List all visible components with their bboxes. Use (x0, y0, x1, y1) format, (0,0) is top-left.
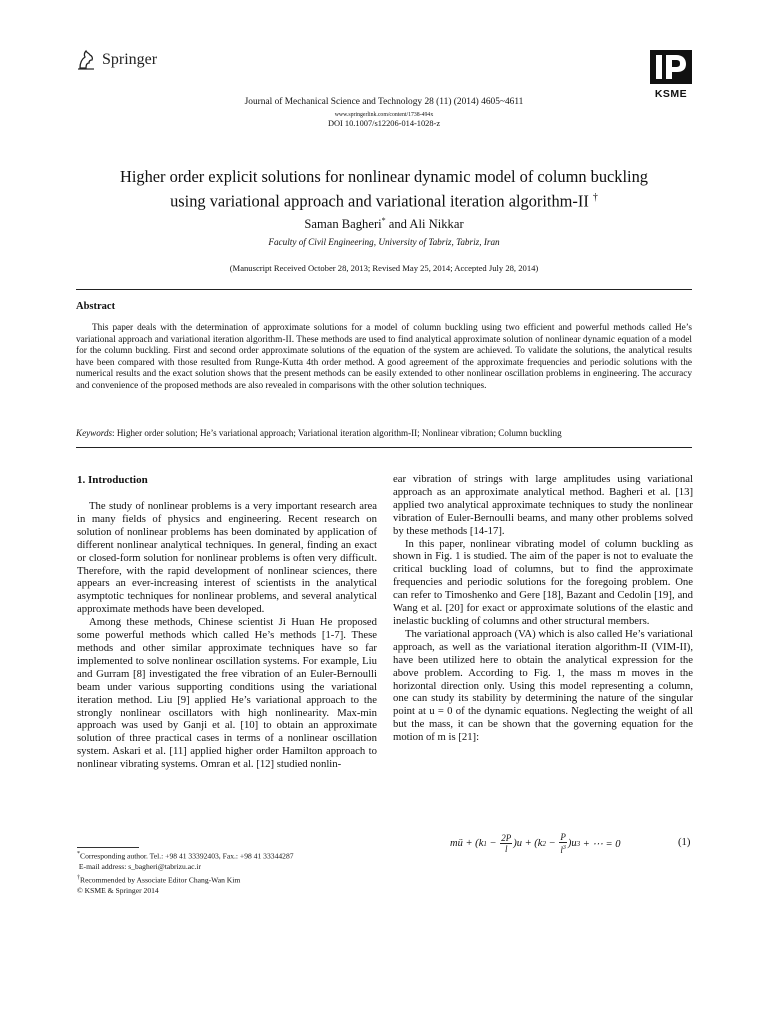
footnote-rule (77, 847, 139, 848)
title-line-2-text: using variational approach and variational iteration algorithm-II (170, 191, 589, 211)
author-1: Saman Bagheri (304, 217, 382, 232)
springer-name: Springer (102, 51, 158, 68)
footnote-corresponding: *Corresponding author. Tel.: +98 41 33392403, Fax.: +98 41 33344287 (77, 851, 294, 861)
right-column (393, 473, 693, 744)
keywords-list: : Higher order solution; He’s variational approach; Variational iteration algorithm-II; Nonlinear vibration; Column buckling (112, 428, 562, 438)
paragraph: Among these methods, Chinese scientist Ji Huan He proposed some powerful methods which called He’s methods [1-7]. These methods and other similar approximate techniques have so far implemented to solve nonlinear oscillation systems. For example, Liu and Gurram [8] investigated the free vibration of an Euler-Bernoulli beam under various supporting conditions using the variational iteration method. Liu [9] applied He’s variational approach to the strongly nonlinear oscillators with high nonlinearity. Max-min approach was used by Ganji et al. [10] to obtain an approximate solution of three practical cases in terms of a nonlinear oscillation system. Askari et al. [11] applied higher order Hamilton approach to nonlinear vibrating systems. Omran et al. [12] studied nonlin- (77, 616, 377, 771)
web-link[interactable]: www.springerlink.com/content/1738-494x (334, 112, 434, 118)
doi[interactable]: DOI 10.1007/s12206-014-1028-z (327, 119, 441, 128)
keywords (76, 428, 692, 438)
top-rule (76, 289, 692, 290)
equation-number: (1) (678, 836, 691, 848)
paragraph: In this paper, nonlinear vibrating model of column buckling as shown in Fig. 1 is studied. The aim of the paper is not to evaluate the critical buckling load of columns, but to find the approximate frequencies and periodic solutions for the foregoing problem. One can refer to Timoshenko and Gere [18], Bazant and Cedolin [19], and Wang et al. [20] for exact or approximate solutions of the elastic and inelastic buckling of columns and other structural members. (393, 537, 693, 627)
journal-citation: Journal of Mechanical Science and Technology 28 (11) (2014) 4605~4611 (244, 97, 524, 107)
footnote-copyright: © KSME & Springer 2014 (77, 885, 159, 895)
title-line-1: Higher order explicit solutions for nonlinear dynamic model of column buckling (119, 167, 649, 186)
manuscript-dates: (Manuscript Received October 28, 2013; Revised May 25, 2014; Accepted July 28, 2014) (229, 263, 539, 273)
section-heading-introduction: 1. Introduction (77, 474, 148, 486)
corresponding-mark: * (381, 216, 386, 225)
springer-horse-icon (76, 49, 96, 71)
paragraph: The study of nonlinear problems is a very important research area in many fields of physics and engineering. Recent research on solution of nonlinear problems has been dominated by application of different nonlinear analytical techniques. In general, finding an exact or closed-form solution for nonlinear problems is often very difficult. Therefore, with the rapid development of nonlinear sciences, there appears an ever-increasing interest of scientists in the analytical asymptotic techniques for nonlinear problems, and several analytical approximate methods have been developed. (77, 500, 377, 616)
abstract-text: This paper deals with the determination of approximate solutions for a model of column buckling using two efficient and powerful methods called He’s variational approach and variational iteration algorithm-II. These methods are used to find analytical approximate solution of nonlinear dynamic equation of a model for the column buckling. First and second order approximate solutions of the equation of the system are achieved. To validate the solutions, the analytical results have been compared with those resulted from Runge-Kutta 4th order method. A good agreement of the approximate frequencies and periodic solutions with the numerical results and the exact solution shows that the present methods can be easily extended to other nonlinear oscillation problems in engineering. The accuracy and convenience of the proposed methods are also revealed in comparisons with the other solution techniques. (76, 323, 692, 391)
author-2: and Ali Nikkar (385, 217, 464, 232)
affiliation: Faculty of Civil Engineering, University of Tabriz, Tabriz, Iran (268, 237, 500, 247)
ksme-wordmark: KSME (654, 88, 688, 100)
paragraph: ear vibration of strings with large amplitudes using variational approach as an approximate analytical method. Bagheri et al. [13] applied two analytical approximate techniques to study the nonlinear vibration of Euler-Bernoulli beams, and many other problems solved by these methods [14-17]. (393, 473, 693, 537)
left-column (77, 473, 377, 771)
ksme-logo (650, 50, 692, 100)
title-footnote-mark: † (592, 192, 598, 203)
recommended-mark: † (77, 874, 80, 881)
keywords-label: Keywords (76, 428, 113, 438)
footnote-recommended: †Recommended by Associate Editor Chang-Wan Kim (77, 874, 241, 885)
bottom-rule (76, 447, 692, 448)
title-line-2 (0, 187, 768, 211)
footnotes (77, 849, 397, 896)
equation-1: mü + ( k 1 − $\frac{2P}{l}$ ) u + ( k 2 − $\frac{P}{l^3}$ ) u 3 + ⋯ = 0 (450, 832, 621, 855)
paragraph: The variational approach (VA) which is also called He’s variational approach, as well as the variational iteration algorithm-II (VIM-II), have been utilized here to obtain the analytical expression for the above problem. According to Fig. 1, the mass m moves in the horizontal direction only. Using this model representing a column, one can study its stability by determining the nature of the singular point at u = 0 of the dynamic equations. Neglecting the weight of all but the mass, it can be shown that the governing equation for the motion of m is [21]: (393, 627, 693, 744)
abstract-heading: Abstract (76, 301, 116, 312)
corresponding-mark: * (77, 851, 80, 857)
ksme-emblem-icon (650, 50, 692, 84)
footnote-email[interactable]: E-mail address: s_bagheri@tabrizu.ac.ir (78, 862, 202, 872)
springer-logo (76, 48, 157, 72)
author-list (0, 216, 768, 232)
article-title (0, 166, 768, 211)
